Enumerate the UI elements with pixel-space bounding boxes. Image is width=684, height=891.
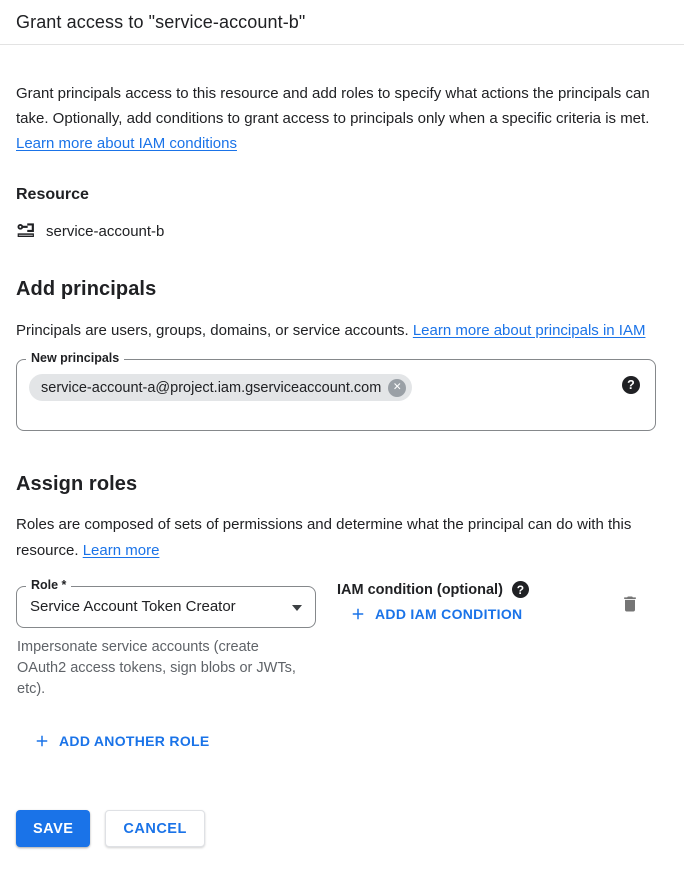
dialog-title: Grant access to "service-account-b" [16,12,306,32]
learn-more-roles-link[interactable]: Learn more [82,542,160,559]
plus-icon [33,732,51,750]
learn-more-principals-link[interactable]: Learn more about principals in IAM [412,322,646,339]
dialog-header [0,0,684,45]
iam-condition-column [337,581,529,628]
role-select-value: Service Account Token Creator [30,598,236,615]
iam-condition-label: IAM condition (optional) [337,581,503,598]
assign-roles-heading: Assign roles [16,473,138,495]
new-principals-field[interactable] [16,351,656,431]
chip-remove-icon[interactable]: ✕ [388,379,406,397]
resource-row [16,221,668,241]
principal-chip-label: service-account-a@project.iam.gserviceaccount.com [41,379,382,396]
learn-more-iam-conditions-link[interactable]: Learn more about IAM conditions [16,135,237,152]
new-principals-label: New principals [26,351,124,365]
role-column [16,578,337,700]
intro-paragraph [16,81,666,156]
assign-roles-description [16,512,636,564]
resource-heading: Resource [16,186,89,203]
delete-role-button[interactable] [620,594,640,617]
trash-icon [620,594,640,614]
dialog-actions [16,810,668,847]
role-select[interactable] [16,578,316,628]
add-principals-heading: Add principals [16,278,157,300]
principal-chip[interactable] [29,374,412,401]
intro-text: Grant principals access to this resource and add roles to specify what actions the principals can take. Optionally, add conditions to grant access to principals only when a specific criteria is met. [16,85,650,127]
help-icon[interactable]: ? [512,581,529,598]
add-another-role-button[interactable] [33,732,210,750]
chevron-down-icon [292,605,302,611]
principals-help-wrapper [622,376,640,394]
add-principals-text: Principals are users, groups, domains, or service accounts. [16,322,413,339]
assign-roles-text: Roles are composed of sets of permissions and determine what the principal can do with this resource. [16,516,632,559]
add-principals-description [16,318,666,344]
resource-name: service-account-b [46,222,165,240]
role-helper-text: Impersonate service accounts (create OAuth2 access tokens, sign blobs or JWTs, etc). [17,639,296,697]
iam-condition-label-row [337,581,529,598]
add-iam-condition-button[interactable] [349,605,522,623]
save-button[interactable]: SAVE [16,810,90,847]
add-iam-condition-label: ADD IAM CONDITION [375,606,523,622]
dialog-body [0,81,684,847]
cancel-button[interactable]: CANCEL [105,810,204,847]
role-row [16,578,668,700]
service-account-icon [16,221,36,241]
add-another-role-label: ADD ANOTHER ROLE [59,733,210,749]
plus-icon [349,605,367,623]
help-icon[interactable]: ? [622,376,640,394]
role-select-label: Role * [26,578,71,592]
